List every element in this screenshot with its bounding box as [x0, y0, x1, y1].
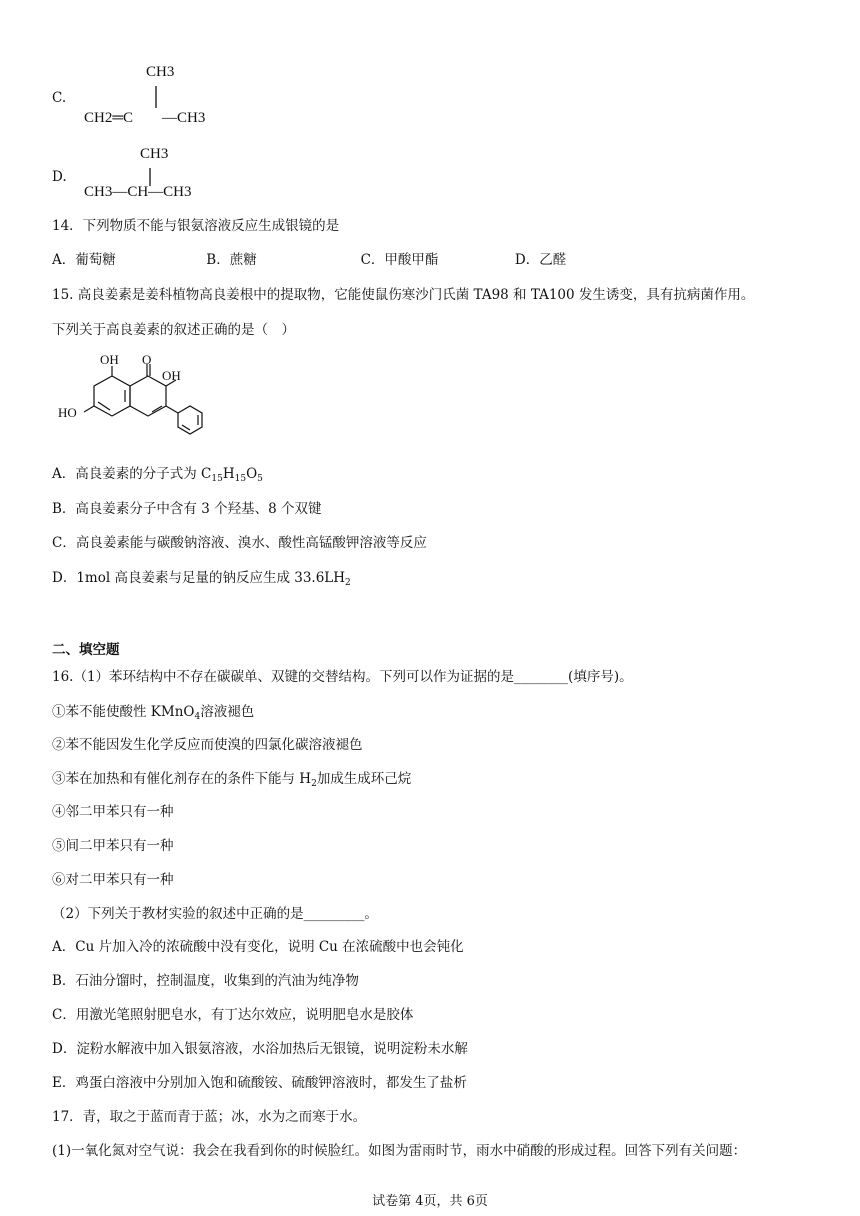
q15-option-d: D．1mol 高良姜素与足量的钠反应生成 $33.6LH_2$: [52, 570, 351, 588]
q15-option-b: B．高良姜素分子中含有 3 个羟基、8 个双键: [52, 501, 322, 517]
methyl-label: CH3: [140, 146, 169, 162]
q16-part2: （2）下列关于教材实验的叙述中正确的是_________。: [52, 906, 378, 922]
q17-stem: 17．青，取之于蓝而青于蓝；冰，水为之而寒于水。: [52, 1109, 367, 1125]
q16-option-e: E．鸡蛋白溶液中分别加入饱和硫酸铵、硫酸钾溶液时，都发生了盐析: [52, 1075, 467, 1091]
q16-option-c: C．用激光笔照射肥皂水，有丁达尔效应，说明肥皂水是胶体: [52, 1007, 414, 1023]
o-label: O: [142, 352, 152, 367]
q14-option-c: C．甲酸甲酯: [360, 252, 439, 268]
bond-line: [146, 84, 166, 110]
q16-item-4: ④邻二甲苯只有一种: [52, 804, 174, 820]
q17-part1: (1)一氧化氮对空气说：我会在我看到你的时候脸红。如图为雷雨时节，雨水中硝酸的形成过程。回答下列有关问题：: [52, 1143, 747, 1159]
q15-option-a: A．高良姜素的分子式为 $C_{15}H_{15}O_5$: [52, 466, 263, 484]
page-footer: 试卷第 4页，共 6页: [372, 1194, 488, 1209]
isobutane-label: CH3—CH—CH3: [84, 184, 192, 200]
q14-option-d: D．乙醛: [514, 252, 567, 268]
methyl-label: CH3: [146, 64, 175, 80]
ch2-c-label: CH2═C: [84, 110, 133, 126]
section-title: 二、填空题: [52, 642, 120, 658]
q14-option-a: A．葡萄糖: [52, 252, 116, 268]
q16-item-1: ①苯不能使酸性 KMnO$_4$溶液褪色: [52, 704, 255, 722]
q16-stem: 16.（1）苯环结构中不存在碳碳单、双键的交替结构。下列可以作为证据的是________(填序号)。: [52, 669, 633, 685]
q15-stem-line2: 下列关于高良姜素的叙述正确的是（ ）: [52, 322, 295, 338]
q15-option-c: C．高良姜素能与碳酸钠溶液、溴水、酸性高锰酸钾溶液等反应: [52, 535, 427, 551]
q16-option-d: D．淀粉水解液中加入银氨溶液，水浴加热后无银镜，说明淀粉未水解: [52, 1041, 468, 1057]
q14-options: [52, 250, 566, 270]
q16-option-a: A．Cu 片加入冷的浓硫酸中没有变化，说明 Cu 在浓硫酸中也会钝化: [52, 939, 464, 955]
q14-option-b: B．蔗糖: [206, 252, 257, 268]
ch3-label: —CH3: [162, 110, 206, 126]
q16-item-5: ⑤间二甲苯只有一种: [52, 838, 174, 854]
oh-label: OH: [162, 368, 181, 383]
q13-option-c-letter: C.: [52, 90, 67, 106]
molecule-drawing: [52, 348, 222, 448]
q15-stem-line1: 15. 高良姜素是姜科植物高良姜根中的提取物，它能使鼠伤寒沙门氏菌 TA98 和 TA100 发生诱变，具有抗病菌作用。: [52, 287, 755, 303]
q16-item-3: ③苯在加热和有催化剂存在的条件下能与 $H_2$加成生成环己烷: [52, 771, 412, 789]
q16-option-b: B．石油分馏时，控制温度，收集到的汽油为纯净物: [52, 973, 359, 989]
q16-item-2: ②苯不能因发生化学反应而使溴的四氯化碳溶液褪色: [52, 737, 363, 753]
q16-item-6: ⑥对二甲苯只有一种: [52, 872, 174, 888]
q14-stem: 14．下列物质不能与银氨溶液反应生成银镜的是: [52, 218, 340, 234]
q13-option-d-letter: D.: [52, 169, 67, 185]
oh-label: OH: [100, 352, 119, 367]
ho-label: HO: [58, 405, 77, 420]
